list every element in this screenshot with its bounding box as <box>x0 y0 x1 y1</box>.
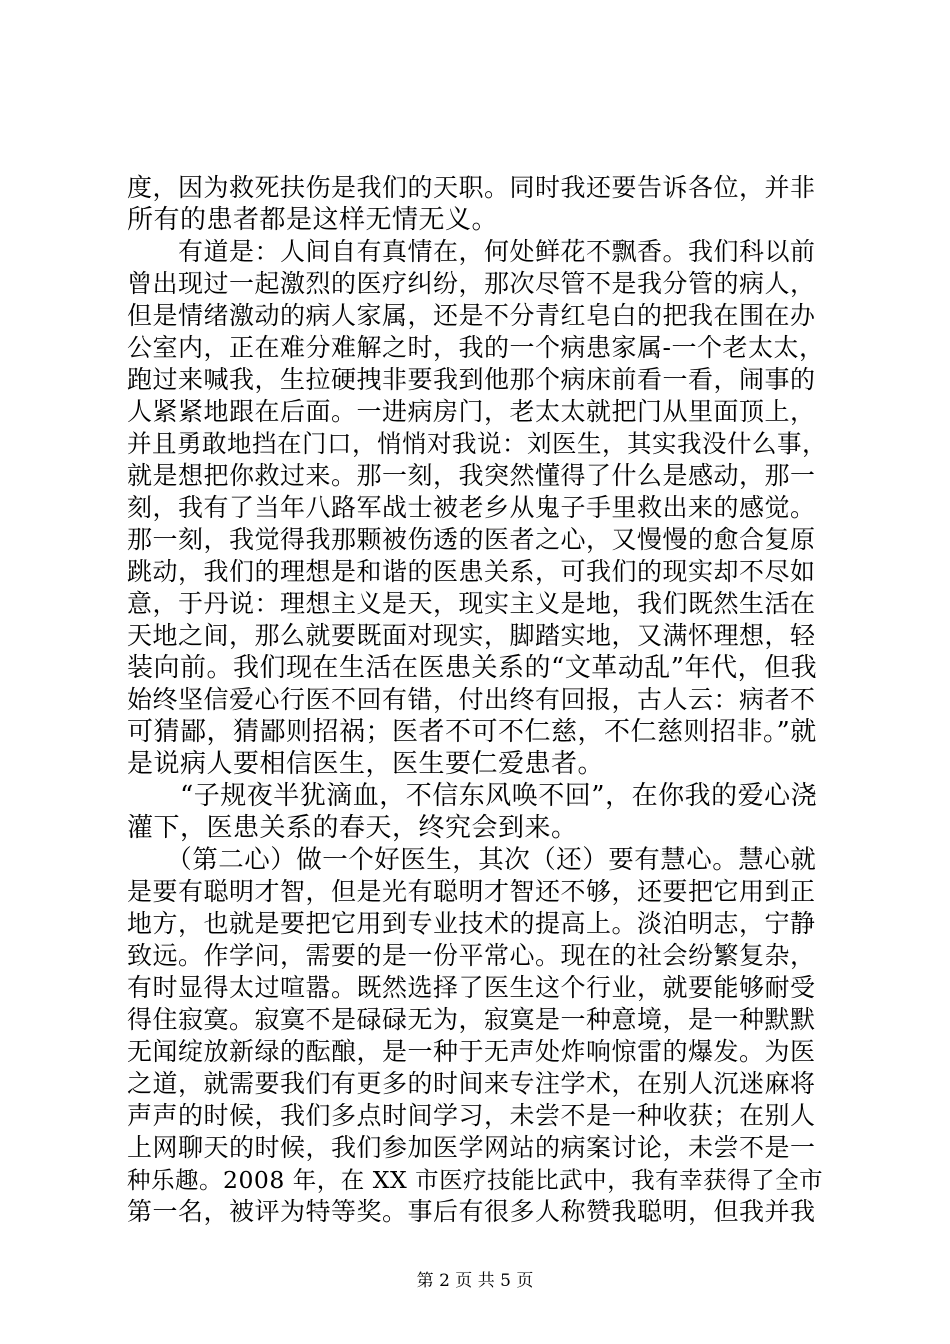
body-text <box>127 172 827 1228</box>
text-line: 始终坚信爱心行医不回有错，付出终有回报，古人云：病者不 <box>127 685 816 714</box>
text-line: 得住寂寞。寂寞不是碌碌无为，寂寞是一种意境，是一种默默 <box>127 1005 816 1034</box>
text-line: 刻，我有了当年八路军战士被老乡从鬼子手里救出来的感觉。 <box>127 493 816 522</box>
text-line: 有道是：人间自有真情在，何处鲜花不飘香。我们科以前 <box>127 237 816 266</box>
text-line: 意，于丹说：理想主义是天，现实主义是地，我们既然生活在 <box>127 589 816 618</box>
text-line: 种乐趣。2008 年，在 XX 市医疗技能比武中，我有幸获得了全市 <box>127 1166 824 1194</box>
text-line: “子规夜半犹滴血，不信东风唤不回”，在你我的爱心浇 <box>127 781 818 811</box>
text-line: （第二心）做一个好医生，其次（还）要有慧心。慧心就 <box>127 845 817 875</box>
text-line: 那一刻，我觉得我那颗被伤透的医者之心，又慢慢的愈合复原 <box>127 525 816 554</box>
text-line: 就是想把你救过来。那一刻，我突然懂得了什么是感动，那一 <box>127 461 816 490</box>
text-line: 致远。作学问，需要的是一份平常心。现在的社会纷繁复杂， <box>127 941 816 970</box>
text-line: 天地之间，那么就要既面对现实，脚踏实地，又满怀理想，轻 <box>127 621 816 650</box>
text-line: 度，因为救死扶伤是我们的天职。同时我还要告诉各位，并非 <box>127 173 816 202</box>
text-line: 第一名，被评为特等奖。事后有很多人称赞我聪明，但我并我 <box>127 1197 816 1226</box>
text-line: 无闻绽放新绿的酝酿，是一种于无声处炸响惊雷的爆发。为医 <box>127 1037 816 1066</box>
text-line: 是说病人要相信医生，医生要仁爱患者。 <box>127 749 605 779</box>
text-line: 所有的患者都是这样无情无义。 <box>127 205 499 235</box>
text-line: 之道，就需要我们有更多的时间来专注学术，在别人沉迷麻将 <box>127 1069 816 1098</box>
text-line: 可猜鄙，猜鄙则招祸；医者不可不仁慈，不仁慈则招非。”就 <box>127 717 817 747</box>
text-line: 是要有聪明才智，但是光有聪明才智还不够，还要把它用到正 <box>127 877 816 906</box>
text-line: 曾出现过一起激烈的医疗纠纷，那次尽管不是我分管的病人， <box>127 269 816 298</box>
text-line: 地方，也就是要把它用到专业技术的提高上。淡泊明志，宁静 <box>127 909 816 938</box>
text-line: 上网聊天的时候，我们参加医学网站的病案讨论，未尝不是一 <box>127 1133 816 1162</box>
text-line: 但是情绪激动的病人家属，还是不分青红皂白的把我在围在办 <box>127 301 816 330</box>
text-line: 公室内，正在难分难解之时，我的一个病患家属-一个老太太， <box>127 333 825 362</box>
text-line: 跑过来喊我，生拉硬拽非要我到他那个病床前看一看，闹事的 <box>127 365 816 394</box>
page-footer: 第 2 页 共 5 页 <box>416 1271 534 1291</box>
text-line: 装向前。我们现在生活在医患关系的“文革动乱”年代，但我 <box>127 653 818 683</box>
text-line: 人紧紧地跟在后面。一进病房门，老太太就把门从里面顶上， <box>127 397 816 426</box>
text-line: 灌下，医患关系的春天，终究会到来。 <box>127 813 578 843</box>
text-line: 跳动，我们的理想是和谐的医患关系，可我们的现实却不尽如 <box>127 557 816 586</box>
text-line: 有时显得太过喧嚣。既然选择了医生这个行业，就要能够耐受 <box>127 973 816 1002</box>
text-line: 并且勇敢地挡在门口，悄悄对我说：刘医生，其实我没什么事， <box>127 429 827 458</box>
text-line: 声声的时候，我们多点时间学习，未尝不是一种收获；在别人 <box>127 1101 816 1130</box>
